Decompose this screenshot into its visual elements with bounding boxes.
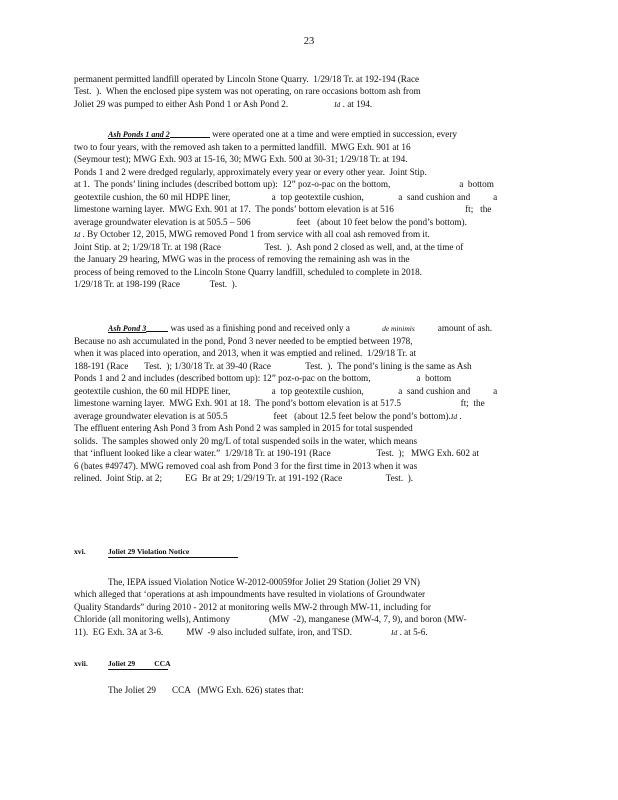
page-number: 23 (303, 36, 315, 47)
ash-pond-3-heading: Ash Pond 3 (108, 324, 147, 333)
section-title: Joliet 29 Violation Notice (108, 547, 190, 556)
text-line: that ‘influent looked like a clear water.” 1/29/18 Tr. at 190-191 (Race Test. ); MWG Exh. 602 at (74, 448, 479, 458)
text-line: The effluent entering Ash Pond 3 from Ash Pond 2 was sampled in 2015 for total suspended (74, 423, 413, 433)
text-line: geotextile cushion, the 60 mil HDPE liner, a top geotextile cushion, a sand cushion and a (74, 192, 498, 202)
text-line: Test. ). When the enclosed pipe system was not operating, on rare occasions bottom ash from (74, 86, 421, 96)
text-line: The Joliet 29 CCA (MWG Exh. 626) states that: (108, 685, 304, 695)
text-line: at 1. The ponds’ lining includes (described bottom up): 12” poz-o-pac on the bottom, a bottom (74, 179, 494, 189)
text-line: Id . By October 12, 2015, MWG removed Pond 1 from service with all coal ash removed from it. (74, 229, 430, 239)
text-line: Chloride (all monitoring wells), Antimony (MW -2), manganese (MW-4, 7, 9), and boron (MW- (74, 614, 467, 624)
section-underline (108, 557, 238, 558)
text-line: Because no ash accumulated in the pond, Pond 3 never needed to be emptied between 1978, (74, 336, 413, 346)
text-line: (Seymour test); MWG Exh. 903 at 15-16, 30; MWG Exh. 500 at 30-31; 1/29/18 Tr. at 194. (74, 154, 408, 164)
text-line: which alleged that ‘operations at ash impoundments have resulted in violations of Groundwater (74, 589, 426, 599)
text-line: Ponds 1 and 2 and includes (described bottom up): 12” poz-o-pac on the bottom, a bottom (74, 373, 452, 383)
text-line: process of being removed to the Lincoln Stone Quarry landfill, scheduled to complete in 2018. (74, 267, 423, 277)
text-line: permanent permitted landfill operated by Lincoln Stone Quarry. 1/29/18 Tr. at 192-194 (Race (74, 74, 420, 84)
text-line: Ponds 1 and 2 were dredged regularly, approximately every year or every other year. Joint Stip. (74, 167, 427, 177)
text-line: Joint Stip. at 2; 1/29/18 Tr. at 198 (Race Test. ). Ash pond 2 closed as well, and, at the time of (74, 242, 464, 252)
text-line: two to four years, with the removed ash taken to a permitted landfill. MWG Exh. 901 at 16 (74, 142, 411, 152)
section-title: Joliet 29 CCA (108, 659, 171, 668)
text-line: Ash Ponds 1 and 2 were operated one at a time and were emptied in succession, every (108, 129, 457, 139)
text-line: average groundwater elevation is at 505.5 – 506 feet (about 10 feet below the pond’s bottom). (74, 217, 467, 227)
text-line: Ash Pond 3 was used as a finishing pond and received only a de minimis amount of ash. (108, 323, 493, 333)
text-line: solids. The samples showed only 20 mg/L of total suspended soils in the water, which means (74, 436, 418, 446)
text-line: Joliet 29 was pumped to either Ash Pond 1 or Ash Pond 2. Id . at 194. (74, 99, 373, 109)
text-line: when it was placed into operation, and 2013, when it was emptied and relined. 1/29/18 Tr. at (74, 348, 417, 358)
text-line: The, IEPA issued Violation Notice W-2012-00059for Joliet 29 Station (Joliet 29 VN) (108, 577, 420, 587)
text-line: limestone warning layer. MWG Exh. 901 at 18. The pond’s bottom elevation is at 517.5 ft; the (74, 398, 485, 408)
text-line: 188-191 (Race Test. ); 1/30/18 Tr. at 39-40 (Race Test. ). The pond’s lining is the same as Ash (74, 361, 472, 371)
section-number: xvii. (74, 659, 88, 668)
text-line: Quality Standards” during 2010 - 2012 at monitoring wells MW-2 through MW-11, including for (74, 602, 431, 612)
text-line: relined. Joint Stip. at 2; EG Br at 29; 1/29/19 Tr. at 191-192 (Race Test. ). (74, 473, 414, 483)
text-line: the January 29 hearing, MWG was in the process of removing the remaining ash was in the (74, 254, 410, 264)
text-line: geotextile cushion, the 60 mil HDPE liner, a top geotextile cushion, a sand cushion and a (74, 386, 498, 396)
section-number: xvi. (74, 547, 86, 556)
ash-ponds-1-2-heading: Ash Ponds 1 and 2 (108, 130, 170, 139)
section-underline (108, 669, 168, 670)
text-line: 11). EG Exh. 3A at 3-6. MW -9 also included sulfate, iron, and TSD. Id . at 5-6. (74, 627, 428, 637)
text-line: limestone warning layer. MWG Exh. 901 at 17. The ponds’ bottom elevation is at 516 ft; the (74, 204, 492, 214)
text-line: average groundwater elevation is at 505.5 feet (about 12.5 feet below the pond’s bottom).Id . (74, 411, 462, 421)
text-line: 1/29/18 Tr. at 198-199 (Race Test. ). (74, 279, 238, 289)
text-line: 6 (bates #49747). MWG removed coal ash from Pond 3 for the first time in 2013 when it was (74, 461, 418, 471)
